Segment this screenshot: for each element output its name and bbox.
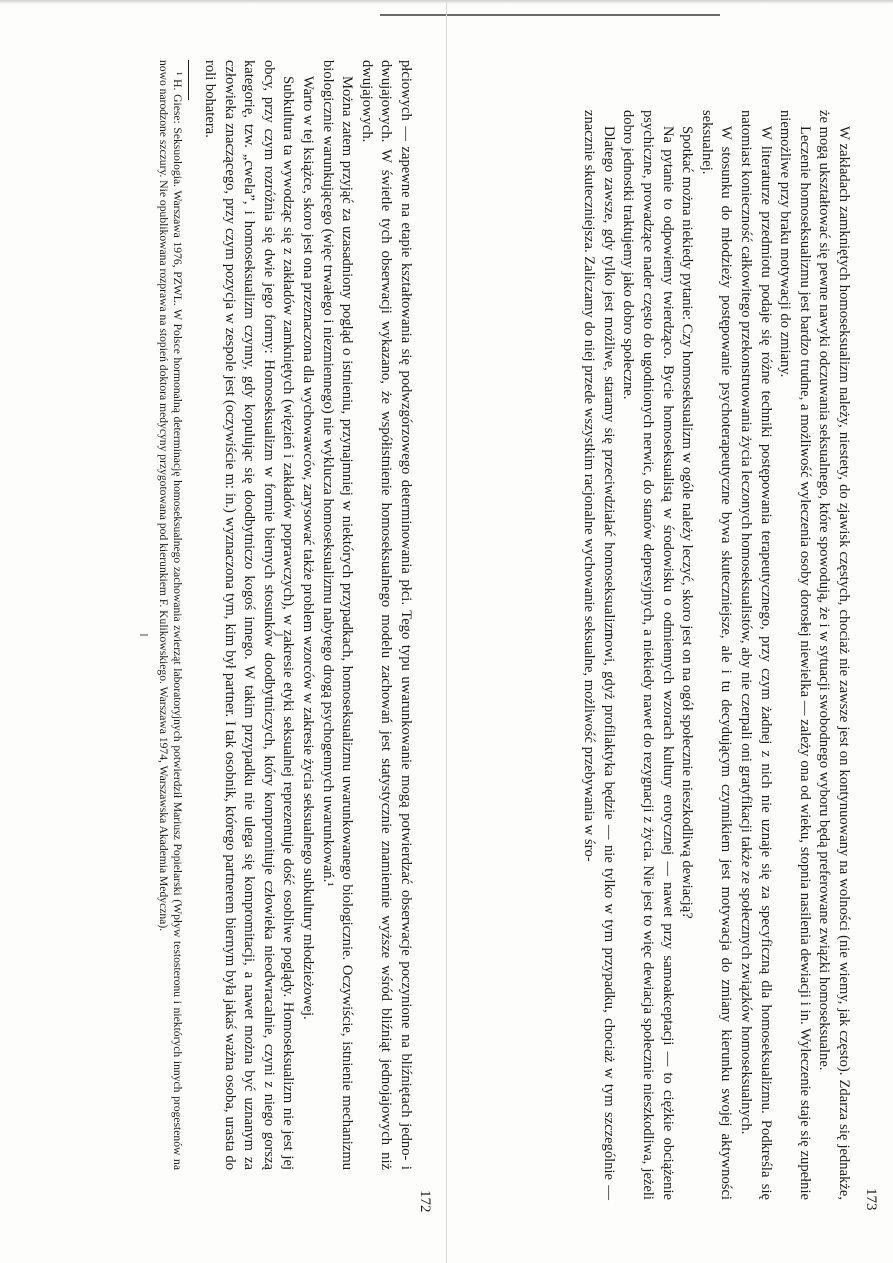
paragraph: Spotkać można niekiedy pytanie: Czy homoseksualizm w ogóle należy leczyć, skoro jest on na ogół społecznie nieszkodliwą dewiacją? bbox=[679, 126, 696, 919]
left-page bbox=[0, 0, 445, 1263]
right-page-text bbox=[443, 110, 853, 1200]
paragraph: Dlatego zawsze, gdy tylko jest możliwe, staramy się przeciwdziałać homoseksualizmowi, gdyż profilaktyka będzie — nie tylko w tym przypadku, chociaż w tym szczególnie — znacznie skuteczniejsza. Zaliczamy do niej przede wszystkim racjonalne wychowanie seksualne, możliwość przebywania w śro- bbox=[581, 110, 617, 1200]
footnote-separator bbox=[188, 60, 189, 100]
paragraph: Leczenie homoseksualizmu jest bardzo trudne, a możliwość wyleczenia osoby dorosłej niewielka — zależy ona od wieku, stopnia nasilenia dewiacji i in. Wyleczenie staje się zupełnie niemożliwe przy braku motywacji do zmiany. bbox=[777, 110, 813, 1200]
paragraph: płciowych — zapewne na etapie kształtowania się podwzgórzowego determinowania płci. Tego typu uwarunkowanie mogą potwierdzać obserwacje poczynione na bliźniętach jedno- i dwujajowych. W świetle tych obserwacji wykazano, że współistnienie homoseksualnego modelu zachowań jest statystycznie znamiennie wyższe wśród bliźniąt jednojajowych niż dwujajowych. bbox=[358, 60, 414, 1170]
page-number: 173 bbox=[863, 1188, 879, 1211]
paragraph: Warto w tej książce, skoro jest ona przeznaczona dla wychowawców, zarysować także problem wzorców w zakresie życia seksualnego subkultury młodzieżowej. bbox=[300, 76, 317, 1020]
paragraph: Subkultura ta wywodząc się z zakładów zamkniętych (więzień i zakładów poprawczych), w zakresie etyki seksualnej reprezentuje dość osobliwe poglądy. Homoseksualizm nie jest jej obcy, przy czym rozróżnia się dwie jego formy: Homoseksualizm w formie biernych stosunków doodbytniczych, który kompromituje człowieka nieodwracalnie, czyni z niego gorszą kategorię, tzw. „cwela”, i homoseksualizm czynny, gdy kopulując się doodbytniczo kogoś innego. W takim przypadku nie ulega się kompromitacji, a nawet można być uznanym za człowieka znaczącego, przy czym pozycja w zespole jest (oczywiście m: in.) wyznaczona tym, kim był partner. I tak osobnik, którego partnerem biernym była jakaś ważna osoba, urasta do roli bohatera. bbox=[202, 60, 297, 1170]
paragraph: W literaturze przedmiotu podaje się różne techniki postępowania terapeutycznego, przy czym żadnej z nich nie uznaje się za specyficzną dla homoseksualizmu. Podkreśla się natomiast konieczność całkowitego przekonstruowania życia leczonych homoseksualistów, aby nie czerpali oni gratyfikacji także ze społecznych związków homoseksualnych. bbox=[738, 110, 774, 1200]
paragraph: W stosunku do młodzieży postępowanie psychoterapeutyczne bywa skuteczniejsze, ale i tu decydującym czynnikiem jest motywacja do zmiany kierunku swojej aktywności seksualnej. bbox=[698, 110, 735, 1200]
page-number: 172 bbox=[417, 1190, 433, 1213]
left-page-text bbox=[5, 60, 415, 1170]
paragraph: W zakładach zamkniętych homoseksualizm należy, niestety, do zjawisk częstych, chociaż nie zawsze jest on kontynuowany na wolności (nie wiemy, jak często). Zdarza się jednakże, że mogą ukształtować się pewne nawyki odczuwania seksualnego, które spowodują, że i w sytuacji swobodnego wyboru będą preferowane związki homoseksualne. bbox=[816, 110, 852, 1200]
paragraph: Na pytanie to odpowiemy twierdząco. Bycie homoseksualistą w środowisku o odmiennych wzorach kultury erotycznej — nawet przy samoakceptacji — to ciężkie obciążenie psychiczne, prowadzące nader często do ugodnionych nerwic, do stanów depresyjnych, a niekiedy nawet do rezygnacji z życia. Nie jest to więc dewiacja społecznie nieszkodliwa, jeżeli dobro jednostki traktujemy jako dobro społeczne. bbox=[620, 110, 676, 1200]
right-page bbox=[447, 0, 893, 1263]
footnote: ¹ H. Giese: Seksuologia. Warszawa 1976, PZWL. W Polsce hormonalną determinację homoseksualnego zachowania zwierząt laboratoryjnych potwierdził Mariusz Popielarski (Wpływ testosteronu i niektórych innych progestenów na nowo narodzone szczury. Nie opublikowana rozprawa na stopień doktora medycyny przygotowana pod kierunkiem F. Kulikowskiego. Warszawa 1974, Warszawska Akademia Medyczna). bbox=[156, 60, 185, 1170]
paragraph: Można zatem przyjąć za uzasadniony pogląd o istnieniu, przynajmniej w niektórych przypadkach, homoseksualizmu uwarunkowanego biologicznie. Oczywiście, istnienie mechanizmu biologicznie warunkującego (więc trwałego i niezmiennego) nie wyklucza homoseksualizmu nabytego drogą psychogennych uwarunkowań.¹ bbox=[319, 60, 356, 1170]
